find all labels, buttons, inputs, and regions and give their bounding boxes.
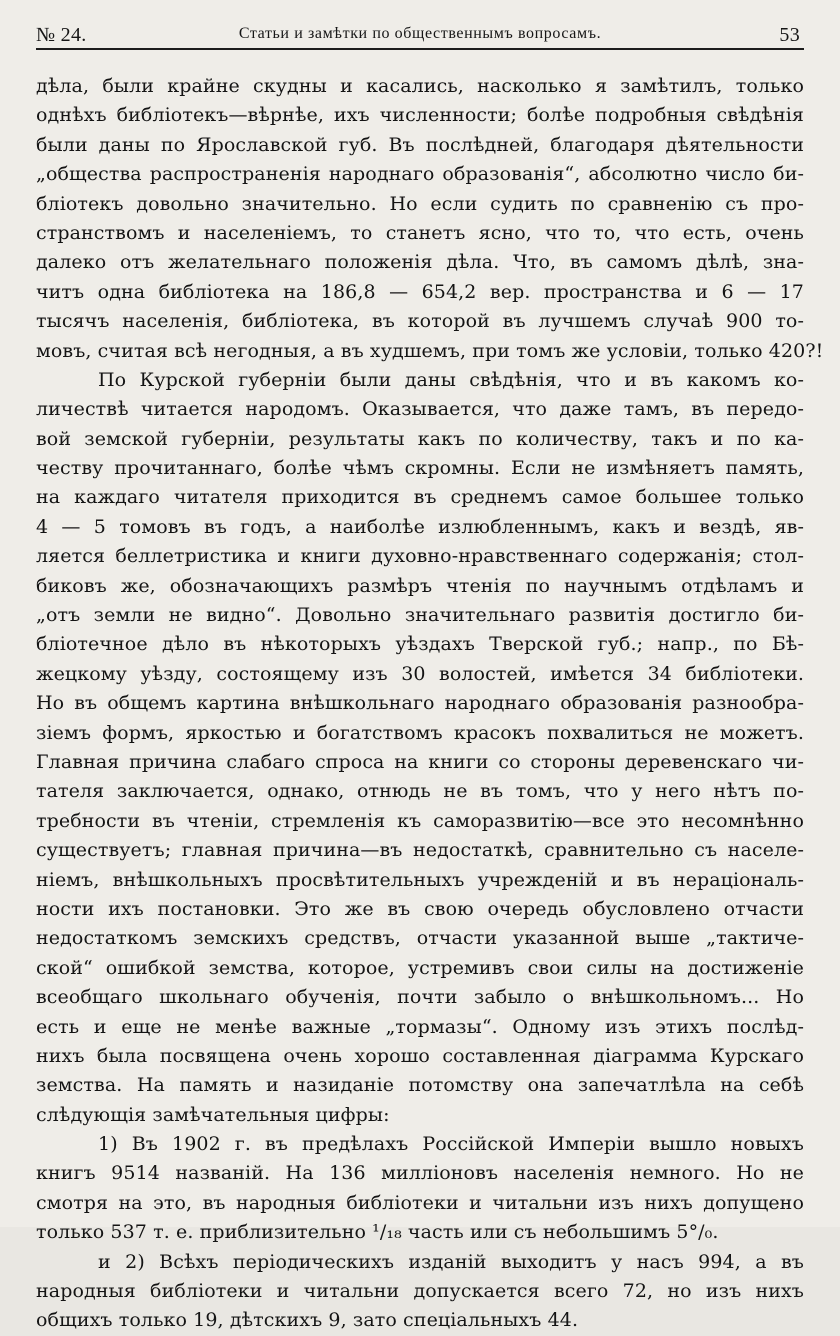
text-line: мовъ, считая всѣ негодныя, а въ худшемъ, при томъ же условіи, только 420?! [36,339,824,362]
header-rule [36,48,804,50]
text-line: жецкому уѣзду, состоящему изъ 30 волостей, имѣется 34 библіотеки. [36,662,804,685]
text-line: однѣхъ библіотекъ—вѣрнѣе, ихъ численности; болѣе подробныя свѣдѣнія [36,104,804,127]
text-line: „общества распространенія народнаго образованія“, абсолютно число би- [36,163,804,186]
text-line: слѣдующія замѣчательныя цифры: [36,1103,390,1126]
text-line: всеобщаго школьнаго обученія, почти забыло о внѣшкольномъ... Но [36,986,804,1009]
text-line: и 2) Всѣхъ періодическихъ изданій выходитъ у насъ 994, а въ [98,1250,804,1273]
body-text [36,72,824,1336]
text-line: на каждаго читателя приходится въ среднемъ самое большее только [36,486,804,509]
text-line: зіемъ формъ, яркостью и богатствомъ красокъ похвалиться не можетъ. [36,721,804,744]
text-line: 4 — 5 томовъ въ годъ, а наиболѣе излюбленнымъ, какъ и вездѣ, яв- [36,515,804,538]
text-line: недостаткомъ земскихъ средствъ, отчасти указанной выше „тактиче- [36,927,804,950]
page-number: 53 [779,24,800,46]
text-line: требности въ чтеніи, стремленія къ саморазвитію—все это несомнѣнно [36,809,804,832]
text-line: ности ихъ постановки. Это же въ свою очередь обусловлено отчасти [36,897,804,920]
text-line: общихъ только 19, дѣтскихъ 9, зато спеціальныхъ 44. [36,1309,579,1332]
text-line: земства. На память и назиданіе потомству она запечатлѣла на себѣ [36,1074,804,1097]
text-line: существуетъ; главная причина—въ недостаткѣ, сравнительно съ населе- [36,839,804,862]
text-line: странствомъ и населеніемъ, то станетъ ясно, что то, что есть, очень [36,221,804,244]
text-line: тысячъ населенія, библіотека, въ которой въ лучшемъ случаѣ 900 то- [36,310,804,333]
text-line: 1) Въ 1902 г. въ предѣлахъ Россійской Имперіи вышло новыхъ [98,1133,804,1156]
text-line: есть и еще не менѣе важные „тормазы“. Одному изъ этихъ послѣд- [36,1015,804,1038]
text-line: дѣла, были крайне скудны и касались, насколько я замѣтилъ, только [36,75,804,97]
text-line: читъ одна библіотека на 186,8 — 654,2 вер. пространства и 6 — 17 [36,280,804,303]
text-line: ніемъ, внѣшкольныхъ просвѣтительныхъ учрежденій и въ нераціональ- [36,868,804,891]
text-line: бліотекъ довольно значительно. Но если судить по сравненію съ про- [36,192,804,215]
text-line: бліотечное дѣло въ нѣкоторыхъ уѣздахъ Тверской губ.; напр., по Бѣ- [36,633,804,656]
text-line: Главная причина слабаго спроса на книги со стороны деревенскаго чи- [36,750,804,773]
text-line: вой земской губерніи, результаты какъ по количеству, такъ и по ка- [36,427,804,450]
text-line: были даны по Ярославской губ. Въ послѣдней, благодаря дѣятельности [36,133,804,156]
text-line: „отъ земли не видно“. Довольно значительнаго развитія достигло би- [36,604,804,627]
text-line: ляется беллетристика и книги духовно-нравственнаго содержанія; стол- [36,545,804,568]
text-line: личествѣ читается народомъ. Оказывается, что даже тамъ, въ передо- [36,398,804,421]
text-line: тателя заключается, однако, отнюдь не въ томъ, что у него нѣтъ по- [36,780,804,803]
text-line: честву прочитаннаго, болѣе чѣмъ скромны. Если не измѣняетъ память, [36,457,804,480]
text-line: только 537 т. е. приблизительно ¹/₁₈ часть или съ небольшимъ 5°/₀. [36,1221,719,1244]
text-line: По Курской губерніи были даны свѣдѣнія, что и въ какомъ ко- [98,368,804,391]
text-line: народныя библіотеки и читальни допускается всего 72, но изъ нихъ [36,1280,804,1303]
text-line: ской“ ошибкой земства, которое, устремивъ свои силы на достиженіе [36,956,804,979]
text-line: смотря на это, въ народныя библіотеки и читальни изъ нихъ допущено [36,1191,804,1214]
section-title: Статьи и замѣтки по общественнымъ вопросамъ. [238,25,602,42]
text-line: Но въ общемъ картина внѣшкольнаго народнаго образованія разнообра- [36,692,804,715]
text-line: книгъ 9514 названій. На 136 милліоновъ населенія немного. Но не [36,1162,804,1185]
text-line: далеко отъ желательнаго положенія дѣла. Что, въ самомъ дѣлѣ, зна- [36,251,804,274]
text-line: нихъ была посвящена очень хорошо составленная діаграмма Курскаго [36,1044,804,1067]
issue-number: № 24. [36,24,87,46]
text-line: биковъ же, обозначающихъ размѣръ чтенія по научнымъ отдѣламъ и [36,574,804,597]
running-header [36,18,804,48]
